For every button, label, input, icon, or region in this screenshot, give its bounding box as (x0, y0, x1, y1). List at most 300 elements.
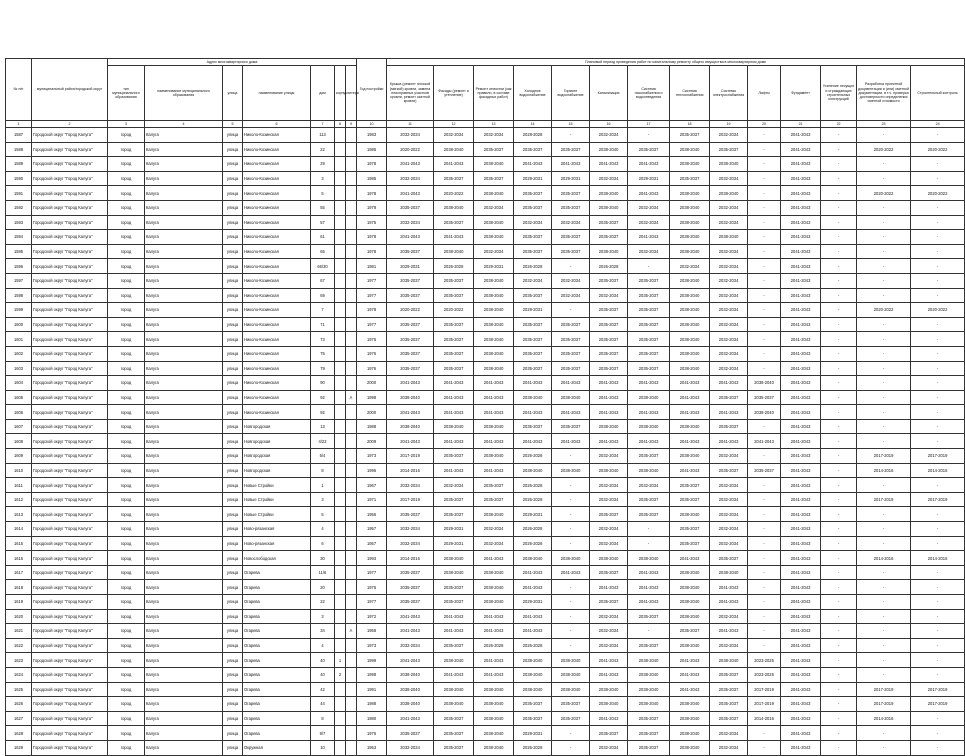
table-cell: Городской округ "Город Калуга" (32, 186, 108, 201)
table-cell: 1973 (357, 638, 387, 653)
table-cell: улица (223, 711, 243, 726)
table-cell: 2038-2040 (628, 390, 670, 405)
table-cell: 2041-2043 (590, 580, 628, 595)
table-cell: - (821, 609, 857, 624)
table-cell: Городской округ "Город Калуга" (32, 740, 108, 755)
table-cell: Городской округ "Город Калуга" (32, 595, 108, 610)
table-cell: Калуга (145, 609, 223, 624)
table-cell: 1978 (357, 186, 387, 201)
table-cell: 2038-2040 (434, 244, 474, 259)
table-cell: город (108, 317, 145, 332)
table-cell: город (108, 624, 145, 639)
table-cell: Калуга (145, 478, 223, 493)
header-cell: корпус (335, 66, 346, 121)
table-cell: - (748, 317, 781, 332)
table-cell: 2017-2019 (748, 697, 781, 712)
table-cell: 2032-2034 (590, 171, 628, 186)
table-cell (346, 492, 357, 507)
table-cell: 2026-2028 (434, 259, 474, 274)
table-cell: 2035-2037 (710, 682, 748, 697)
table-cell (335, 376, 346, 391)
table-cell: Огарева (243, 653, 311, 668)
table-cell: - (821, 361, 857, 376)
table-cell: - (552, 303, 590, 318)
table-cell: - (857, 419, 911, 434)
table-cell: 2038-2040 (474, 595, 514, 610)
table-cell: 90 (311, 376, 335, 391)
table-cell: Калуга (145, 390, 223, 405)
table-cell: 1957 (357, 522, 387, 537)
table-cell: - (857, 361, 911, 376)
table-cell: - (748, 595, 781, 610)
table-cell: улица (223, 682, 243, 697)
table-cell: Городской округ "Город Калуга" (32, 697, 108, 712)
table-cell: Калуга (145, 259, 223, 274)
table-cell: 2035-2037 (628, 726, 670, 741)
table-cell: 66/30 (311, 259, 335, 274)
table-cell: Калуга (145, 200, 223, 215)
table-cell: 2038-2040 (670, 142, 710, 157)
table-cell: 2035-2037 (628, 361, 670, 376)
table-cell (335, 171, 346, 186)
table-cell: Городской округ "Город Калуга" (32, 200, 108, 215)
table-cell: 2041-2043 (781, 390, 821, 405)
table-cell: 1623 (6, 653, 32, 668)
table-cell: - (552, 478, 590, 493)
table-cell: 2032-2034 (710, 332, 748, 347)
table-cell: 2038-2040 (552, 682, 590, 697)
table-cell: 2035-2037 (552, 186, 590, 201)
table-cell: улица (223, 273, 243, 288)
table-cell: 2038-2040 (670, 609, 710, 624)
table-cell: - (821, 128, 857, 143)
column-number: 19 (710, 121, 748, 128)
table-cell: - (748, 230, 781, 245)
table-cell: - (857, 653, 911, 668)
table-cell: 2038-2040 (670, 332, 710, 347)
table-cell: Новгородская (243, 463, 311, 478)
table-cell: 2041-2043 (781, 682, 821, 697)
table-row (6, 653, 965, 668)
table-cell: - (821, 463, 857, 478)
table-cell: 2041-2043 (474, 667, 514, 682)
table-cell: город (108, 726, 145, 741)
table-cell: Огарева (243, 697, 311, 712)
table-cell: Городской округ "Город Калуга" (32, 565, 108, 580)
table-cell: 2038-2040 (670, 565, 710, 580)
table-cell: Ново-рязанская (243, 522, 311, 537)
table-cell: Городской округ "Город Калуга" (32, 507, 108, 522)
table-cell: 1593 (6, 215, 32, 230)
table-cell: 2014-2016 (857, 551, 911, 566)
header-cell: Усиление несущих и ограждающих строительных конструкций (821, 66, 857, 121)
column-number: 13 (474, 121, 514, 128)
table-cell: - (748, 346, 781, 361)
table-cell: А (346, 624, 357, 639)
table-cell: 2035-2037 (434, 346, 474, 361)
table-cell: - (857, 244, 911, 259)
table-cell (335, 128, 346, 143)
table-row (6, 740, 965, 755)
table-cell: 73 (311, 332, 335, 347)
table-cell: 2035-2037 (590, 361, 628, 376)
table-cell: Городской округ "Город Калуга" (32, 492, 108, 507)
table-cell: 2041-2043 (628, 595, 670, 610)
table-cell: - (911, 478, 965, 493)
table-cell: 1618 (6, 580, 32, 595)
table-cell: 2038-2040 (514, 667, 552, 682)
table-cell (335, 624, 346, 639)
table-cell: Николо-Козинская (243, 303, 311, 318)
table-cell: 2032-2034 (710, 128, 748, 143)
table-cell: 2041-2043 (514, 434, 552, 449)
table-cell: - (628, 536, 670, 551)
table-cell: 2032-2034 (628, 478, 670, 493)
table-cell (346, 463, 357, 478)
table-cell: 2041-2043 (628, 580, 670, 595)
table-cell: Николо-Козинская (243, 376, 311, 391)
column-number: 21 (781, 121, 821, 128)
table-cell: - (552, 740, 590, 755)
table-row (6, 492, 965, 507)
table-row (6, 551, 965, 566)
table-cell: - (552, 128, 590, 143)
table-cell: 2041-2043 (781, 157, 821, 172)
table-cell: 2035-2037 (670, 492, 710, 507)
table-cell: 2041-2043 (590, 667, 628, 682)
table-cell: 2032-2034 (590, 609, 628, 624)
table-cell: 1625 (6, 682, 32, 697)
table-cell: Калуга (145, 449, 223, 464)
table-cell: улица (223, 346, 243, 361)
table-cell: 2035-2037 (590, 507, 628, 522)
table-cell: 2023-2025 (748, 667, 781, 682)
table-cell (335, 492, 346, 507)
table-cell: 2041-2043 (434, 390, 474, 405)
table-cell: город (108, 522, 145, 537)
table-cell: 1 (335, 653, 346, 668)
table-cell: 2035-2037 (387, 346, 434, 361)
table-cell: 2032-2034 (710, 740, 748, 755)
table-cell: - (857, 740, 911, 755)
table-cell: 2032-2034 (590, 478, 628, 493)
table-cell: - (821, 200, 857, 215)
table-cell: Калуга (145, 653, 223, 668)
table-row (6, 507, 965, 522)
table-cell (335, 200, 346, 215)
table-cell: 2035-2037 (474, 478, 514, 493)
header-group-address: Адрес многоквартирного дома (108, 59, 357, 66)
table-cell: 42 (311, 682, 335, 697)
table-row (6, 419, 965, 434)
table-cell: Городской округ "Город Калуга" (32, 478, 108, 493)
table-cell: 1977 (357, 595, 387, 610)
header-cell: тип муниципального образования (108, 66, 145, 121)
table-cell: 1592 (6, 200, 32, 215)
table-cell: 2032-2034 (710, 303, 748, 318)
table-cell: 2035-2037 (552, 697, 590, 712)
table-cell: Калуга (145, 332, 223, 347)
table-cell: 2035-2037 (628, 303, 670, 318)
table-row (6, 200, 965, 215)
table-cell: улица (223, 463, 243, 478)
table-cell: - (748, 244, 781, 259)
table-cell (335, 186, 346, 201)
table-cell: 6 (311, 536, 335, 551)
table-cell: 2035-2037 (434, 711, 474, 726)
table-cell: 2041-2043 (628, 405, 670, 420)
table-cell: - (857, 273, 911, 288)
table-cell: 1626 (6, 697, 32, 712)
table-cell: 3 (311, 609, 335, 624)
header-cell: муниципальный район/городской округ (32, 59, 108, 121)
table-cell: 2041-2043 (628, 230, 670, 245)
table-cell: 2029-2031 (514, 726, 552, 741)
table-cell: 2041-2043 (514, 609, 552, 624)
table-cell: 2035-2037 (434, 580, 474, 595)
table-cell: улица (223, 507, 243, 522)
table-cell: 2041-2043 (781, 740, 821, 755)
table-cell: 1587 (6, 128, 32, 143)
table-cell: Калуга (145, 215, 223, 230)
table-cell: 1976 (357, 346, 387, 361)
table-cell: 2038-2040 (710, 157, 748, 172)
table-cell: 2009 (357, 434, 387, 449)
table-cell: 2041-2043 (781, 171, 821, 186)
table-cell: - (748, 419, 781, 434)
table-cell: - (552, 536, 590, 551)
table-cell: город (108, 595, 145, 610)
table-cell: Огарева (243, 667, 311, 682)
table-cell: Ново-рязанская (243, 536, 311, 551)
table-cell: 1588 (6, 142, 32, 157)
column-number: 20 (748, 121, 781, 128)
table-cell (335, 740, 346, 755)
table-cell: - (748, 507, 781, 522)
table-cell: 2035-2037 (552, 346, 590, 361)
table-cell: 2038-2040 (514, 463, 552, 478)
table-cell: - (748, 157, 781, 172)
table-cell: 2032-2034 (434, 128, 474, 143)
table-cell: 2038-2040 (434, 551, 474, 566)
table-cell: улица (223, 303, 243, 318)
table-row (6, 273, 965, 288)
table-cell: 2032-2034 (387, 740, 434, 755)
table-cell: - (748, 740, 781, 755)
table-cell: - (821, 332, 857, 347)
table-cell: 2032-2034 (552, 288, 590, 303)
table-cell: - (857, 667, 911, 682)
table-cell: Николо-Козинская (243, 215, 311, 230)
table-cell: - (911, 405, 965, 420)
table-cell: - (857, 405, 911, 420)
table-cell: - (552, 609, 590, 624)
table-cell: - (857, 332, 911, 347)
table-cell: 2032-2034 (474, 536, 514, 551)
table-cell: 2038-2040 (710, 186, 748, 201)
table-cell: 2041-2043 (670, 376, 710, 391)
table-cell: 2017-2019 (911, 682, 965, 697)
table-cell: 2041-2043 (434, 667, 474, 682)
table-row (6, 361, 965, 376)
table-cell: город (108, 536, 145, 551)
table-cell: 2035-2037 (590, 726, 628, 741)
table-cell: 2041-2043 (670, 653, 710, 668)
table-cell: - (857, 288, 911, 303)
table-cell: 8 (311, 463, 335, 478)
table-cell: 1624 (6, 667, 32, 682)
table-cell: 40 (311, 653, 335, 668)
table-cell: 2035-2037 (628, 332, 670, 347)
table-cell: - (857, 595, 911, 610)
table-cell: Николо-Козинская (243, 361, 311, 376)
table-cell: - (911, 419, 965, 434)
table-cell (335, 346, 346, 361)
table-cell: город (108, 215, 145, 230)
table-cell: 1598 (6, 288, 32, 303)
table-cell: - (628, 624, 670, 639)
table-cell: 2038-2040 (434, 697, 474, 712)
table-cell: улица (223, 609, 243, 624)
table-cell: - (857, 317, 911, 332)
table-cell (346, 317, 357, 332)
column-number: 12 (434, 121, 474, 128)
table-cell: 2041-2043 (387, 609, 434, 624)
table-cell: 2035-2037 (514, 230, 552, 245)
table-cell: Городской округ "Город Калуга" (32, 536, 108, 551)
table-cell: 2035-2037 (434, 273, 474, 288)
table-cell: Николо-Козинская (243, 128, 311, 143)
table-cell: 2032-2034 (710, 522, 748, 537)
table-cell: 2035-2037 (710, 697, 748, 712)
table-cell: улица (223, 157, 243, 172)
table-cell (335, 273, 346, 288)
table-cell: 2020-2022 (387, 303, 434, 318)
table-cell: 1998 (357, 667, 387, 682)
table-cell: 1609 (6, 449, 32, 464)
table-cell (346, 682, 357, 697)
table-cell: Огарева (243, 682, 311, 697)
table-cell: 1612 (6, 492, 32, 507)
table-cell: 2041-2043 (474, 376, 514, 391)
column-number: 16 (590, 121, 628, 128)
table-cell (346, 609, 357, 624)
table-cell: Городской округ "Город Калуга" (32, 128, 108, 143)
table-cell (335, 230, 346, 245)
table-cell: - (821, 726, 857, 741)
table-cell: 2041-2043 (670, 551, 710, 566)
table-cell: Городской округ "Город Калуга" (32, 332, 108, 347)
table-cell: Огарева (243, 624, 311, 639)
table-cell: 2035-2037 (748, 390, 781, 405)
table-row (6, 449, 965, 464)
table-cell: 1595 (6, 244, 32, 259)
table-cell: город (108, 186, 145, 201)
table-cell: - (911, 565, 965, 580)
table-cell: 2038-2040 (474, 697, 514, 712)
table-cell: 11/6 (311, 565, 335, 580)
table-cell: 1606 (6, 405, 32, 420)
table-cell (346, 697, 357, 712)
table-cell: Огарева (243, 638, 311, 653)
table-cell: 2020-2022 (857, 142, 911, 157)
table-cell: - (911, 171, 965, 186)
table-cell: 55 (311, 200, 335, 215)
table-cell: Городской округ "Город Калуга" (32, 215, 108, 230)
table-cell: 2038-2040 (670, 697, 710, 712)
table-cell: Калуга (145, 303, 223, 318)
table-cell: Калуга (145, 682, 223, 697)
table-cell: 2035-2037 (710, 390, 748, 405)
table-cell: 2041-2043 (434, 157, 474, 172)
table-cell: 2026-2028 (514, 449, 552, 464)
table-cell: 2035-2037 (670, 128, 710, 143)
table-cell: 1980 (357, 711, 387, 726)
table-cell: 2041-2043 (628, 565, 670, 580)
table-cell: 1977 (357, 288, 387, 303)
table-cell: Городской округ "Город Калуга" (32, 682, 108, 697)
table-cell: 2035-2037 (514, 186, 552, 201)
table-cell: 2035-2037 (628, 346, 670, 361)
table-cell: 2041-2043 (552, 157, 590, 172)
table-cell: 2041-2043 (474, 624, 514, 639)
table-cell: 2038-2040 (590, 697, 628, 712)
table-cell: 2038-2040 (628, 551, 670, 566)
table-cell: 2035-2037 (387, 317, 434, 332)
table-cell: 2038-2040 (670, 303, 710, 318)
table-cell: 2017-2019 (857, 449, 911, 464)
table-cell: Городской округ "Город Калуга" (32, 667, 108, 682)
table-cell (335, 522, 346, 537)
table-cell: Городской округ "Город Калуга" (32, 609, 108, 624)
table-row (6, 478, 965, 493)
table-cell (335, 405, 346, 420)
table-cell: 2038-2040 (670, 317, 710, 332)
column-number: 3 (108, 121, 145, 128)
table-cell: 44 (311, 697, 335, 712)
table-cell: 2041-2043 (590, 376, 628, 391)
table-cell: Городской округ "Город Калуга" (32, 463, 108, 478)
table-cell: город (108, 580, 145, 595)
table-cell: 1603 (6, 361, 32, 376)
table-cell: - (748, 128, 781, 143)
table-cell: 69 (311, 288, 335, 303)
table-cell: 2041-2043 (781, 551, 821, 566)
table-cell: - (821, 317, 857, 332)
table-cell: 3 (311, 492, 335, 507)
table-cell: город (108, 128, 145, 143)
table-cell: 34 (311, 624, 335, 639)
table-cell: 2035-2037 (514, 244, 552, 259)
table-cell: - (748, 200, 781, 215)
table-cell: улица (223, 653, 243, 668)
table-cell: - (748, 449, 781, 464)
table-cell: город (108, 449, 145, 464)
table-cell: 2041-2043 (514, 157, 552, 172)
table-cell: 2038-2040 (474, 507, 514, 522)
table-cell (346, 522, 357, 537)
table-cell (335, 595, 346, 610)
table-cell (335, 361, 346, 376)
table-cell: - (857, 157, 911, 172)
table-cell: 2035-2037 (387, 580, 434, 595)
table-cell: Калуга (145, 361, 223, 376)
table-cell: 2035-2037 (514, 419, 552, 434)
table-cell: 2038-2040 (552, 390, 590, 405)
table-cell: - (821, 638, 857, 653)
table-cell: 2017-2019 (857, 697, 911, 712)
table-row (6, 171, 965, 186)
